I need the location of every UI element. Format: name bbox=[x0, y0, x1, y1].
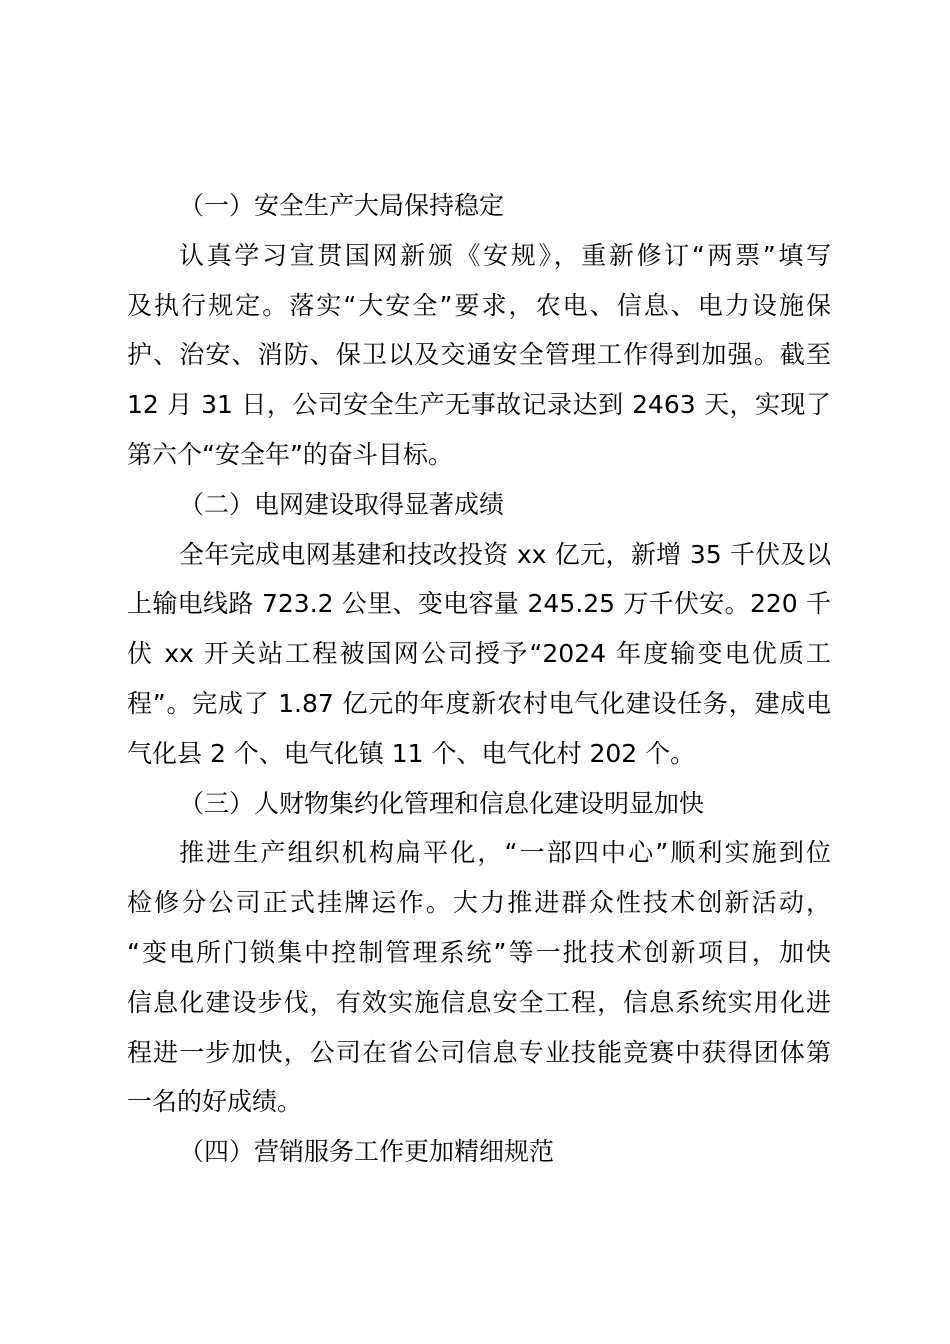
paragraph-line: 全年完成电网基建和技改投资 xx 亿元，新增 35 千伏及以 bbox=[179, 539, 831, 569]
paragraph-line: 及执行规定。落实“大安全”要求，农电、信息、电力设施保 bbox=[127, 290, 831, 320]
paragraph-line: 推进生产组织机构扁平化，“一部四中心”顺利实施到位 bbox=[179, 838, 831, 868]
paragraph-line: 信息化建设步伐，有效实施信息安全工程，信息系统实用化进 bbox=[127, 987, 831, 1017]
paragraph-line: 认真学习宣贯国网新颁《安规》，重新修订“两票”填写 bbox=[179, 240, 831, 270]
paragraph-line: 程”。完成了 1.87 亿元的年度新农村电气化建设任务，建成电 bbox=[127, 688, 831, 718]
paragraph-line: 程进一步加快，公司在省公司信息专业技能竞赛中获得团体第 bbox=[127, 1037, 831, 1067]
paragraph-line: 伏 xx 开关站工程被国网公司授予“2024 年度输变电优质工 bbox=[127, 639, 831, 669]
paragraph-line: 护、治安、消防、保卫以及交通安全管理工作得到加强。截至 bbox=[127, 340, 831, 370]
paragraph-line: 上输电线路 723.2 公里、变电容量 245.25 万千伏安。220 千 bbox=[127, 589, 831, 619]
paragraph-line: “变电所门锁集中控制管理系统”等一批技术创新项目，加快 bbox=[127, 937, 831, 967]
document-body bbox=[127, 181, 831, 1177]
section-heading: （二）电网建设取得显著成绩 bbox=[179, 489, 505, 519]
paragraph-line: 一名的好成绩。 bbox=[127, 1087, 303, 1117]
paragraph-line: 第六个“安全年”的奋斗目标。 bbox=[127, 439, 453, 469]
section-heading: （一）安全生产大局保持稳定 bbox=[179, 191, 505, 220]
paragraph-line: 气化县 2 个、电气化镇 11 个、电气化村 202 个。 bbox=[127, 738, 696, 768]
paragraph-line: 12 月 31 日，公司安全生产无事故记录达到 2463 天，实现了 bbox=[127, 390, 831, 420]
section-heading: （四）营销服务工作更加精细规范 bbox=[179, 1137, 555, 1167]
paragraph-line: 检修分公司正式挂牌运作。大力推进群众性技术创新活动， bbox=[127, 888, 831, 918]
section-heading: （三）人财物集约化管理和信息化建设明显加快 bbox=[179, 788, 705, 818]
